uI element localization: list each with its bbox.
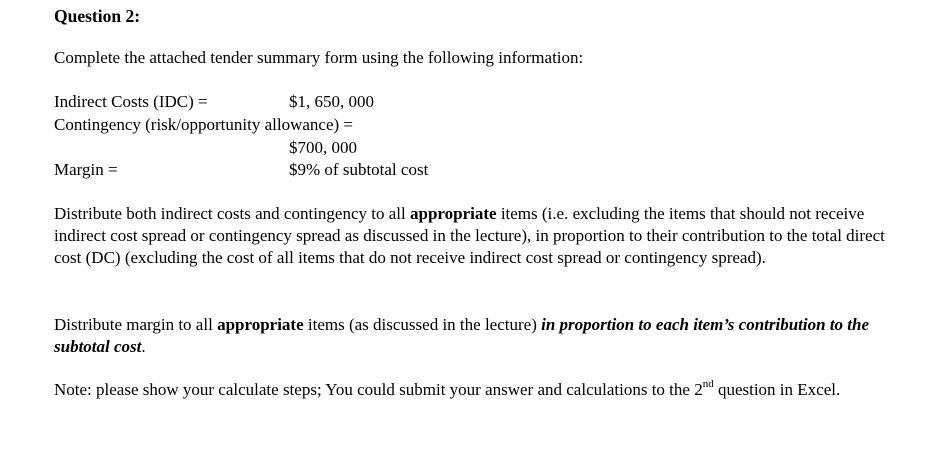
margin-label: Margin = bbox=[54, 160, 118, 179]
idc-label: Indirect Costs (IDC) = bbox=[54, 92, 208, 111]
para2-bold-italic: in proportion to each item’s contribution to the subtotal cost bbox=[54, 315, 870, 356]
question-heading: Question 2: bbox=[54, 6, 141, 26]
para1-text-b: items (i.e. excluding the items that should not receive indirect cost spread or contingency spread as discussed in the lecture), in proportion to their contribution to the total direct cost (DC) (excluding the cost of all items that do not receive indirect cost spread or contingency spread). bbox=[54, 204, 885, 267]
para2-bold: appropriate bbox=[217, 315, 304, 334]
distribute-margin-paragraph bbox=[54, 314, 894, 358]
contingency-label: Contingency (risk/opportunity allowance) = bbox=[54, 115, 353, 134]
distribute-costs-paragraph bbox=[54, 203, 894, 269]
intro-text: Complete the attached tender summary form using the following information: bbox=[54, 48, 584, 67]
note-paragraph bbox=[54, 379, 894, 401]
para2-end: . bbox=[141, 337, 146, 356]
para2-text-a: Distribute margin to all bbox=[54, 315, 218, 334]
para1-text-a: Distribute both indirect costs and contingency to all bbox=[54, 204, 410, 223]
para2-text-b: items (as discussed in the lecture) bbox=[303, 315, 542, 334]
note-text-b: question in Excel. bbox=[713, 380, 841, 399]
margin-value: $9% of subtotal cost bbox=[289, 160, 429, 179]
idc-value: $1, 650, 000 bbox=[289, 92, 374, 111]
note-text-a: Note: please show your calculate steps; You could submit your answer and calculations to the 2 bbox=[54, 380, 703, 399]
note-superscript: nd bbox=[702, 378, 714, 391]
contingency-value: $700, 000 bbox=[289, 138, 357, 157]
para1-bold: appropriate bbox=[409, 204, 497, 223]
